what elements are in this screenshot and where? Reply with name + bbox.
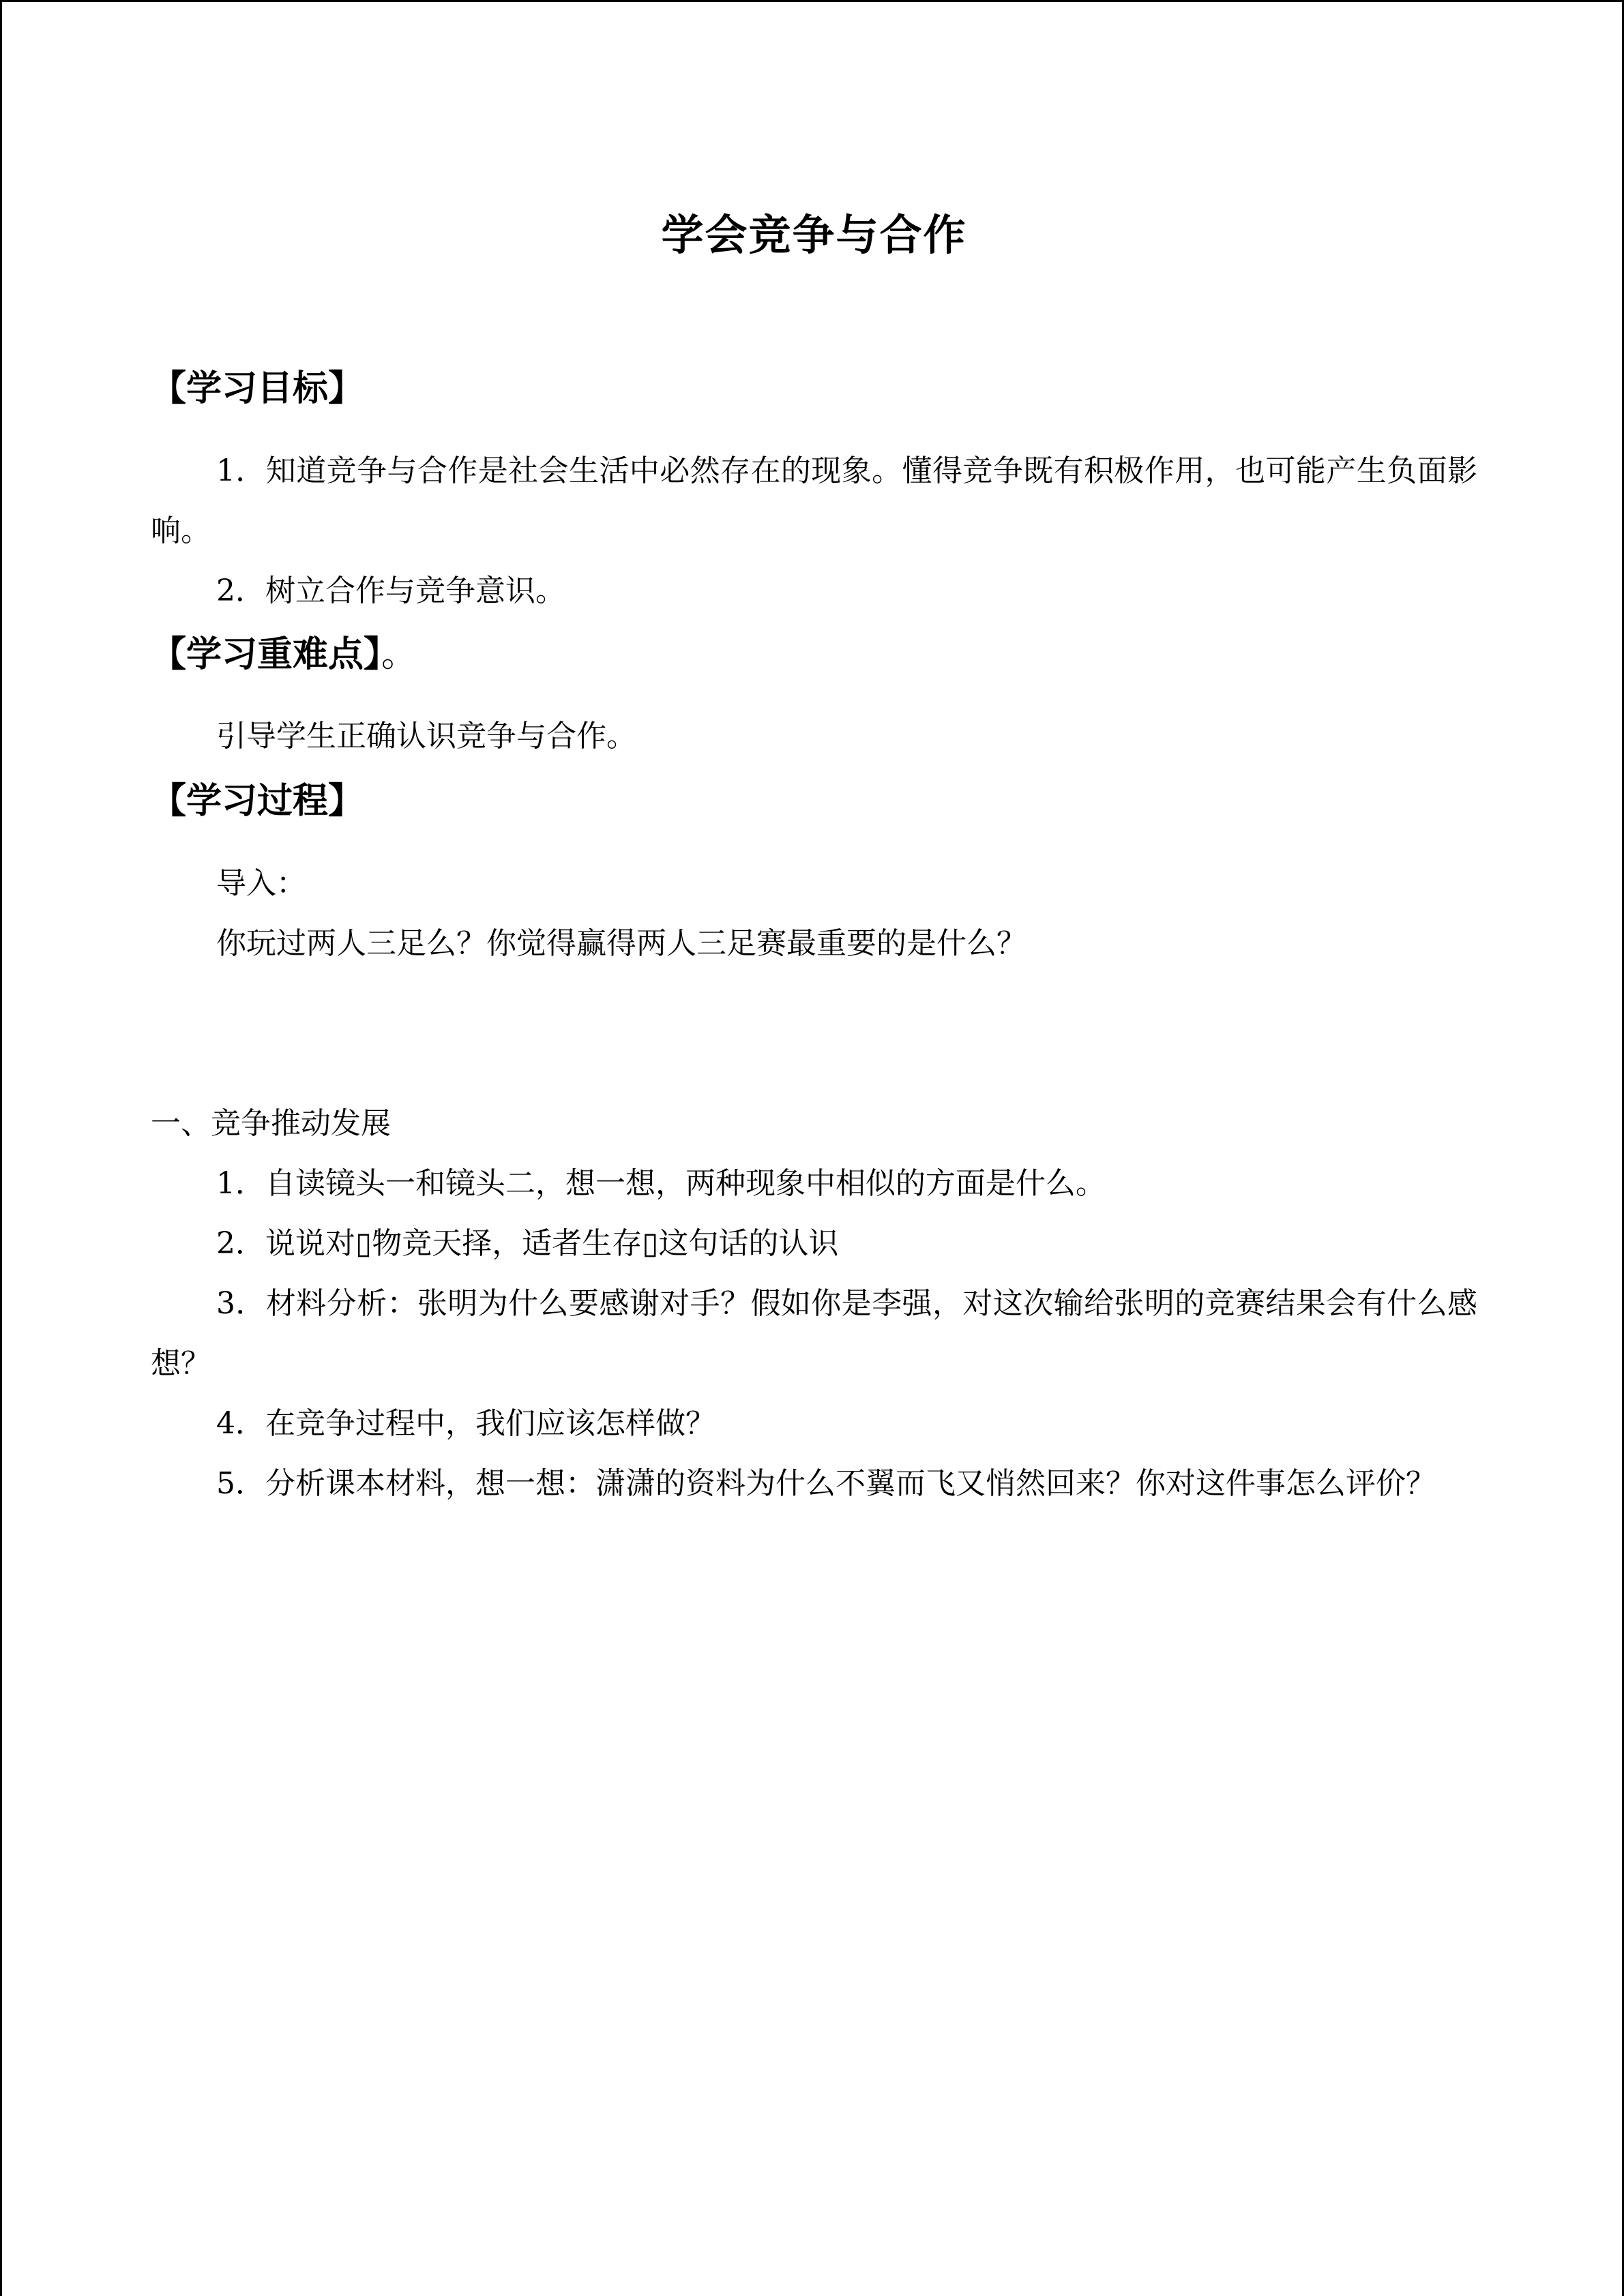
objective-item-2: 2．树立合作与竞争意识。 bbox=[216, 573, 565, 608]
part-one-item-5: 5．分析课本材料，想一想：潇潇的资料为什么不翼而飞又悄然回来？你对这件事怎么评价？ bbox=[216, 1466, 1436, 1501]
key-points-text: 引导学生正确认识竞争与合作。 bbox=[216, 719, 636, 754]
intro-label: 导入： bbox=[216, 866, 306, 901]
part-one-item-3: 3．材料分析：张明为什么要感谢对手？假如你是李强，对这次输给张明的竞赛结果会有什么感想？ bbox=[151, 1286, 1477, 1381]
key-points-heading-text: 【学习重难点】 bbox=[151, 634, 382, 675]
part-one-item-4: 4．在竞争过程中，我们应该怎样做？ bbox=[216, 1406, 715, 1441]
intro-question: 你玩过两人三足么？你觉得赢得两人三足赛最重要的是什么？ bbox=[216, 926, 1027, 961]
objective-item-1: 1．知道竞争与合作是社会生活中必然存在的现象。懂得竞争既有积极作用，也可能产生负面影响。 bbox=[151, 453, 1477, 548]
key-points-heading bbox=[151, 631, 417, 679]
objectives-heading: 【学习目标】 bbox=[151, 368, 364, 409]
part-one-heading: 一、竞争推动发展 bbox=[151, 1106, 391, 1141]
part-one-item-1: 1．自读镜头一和镜头二，想一想，两种现象中相似的方面是什么。 bbox=[216, 1166, 1106, 1201]
part-one-item-2: 2．说说对▯物竞天择，适者生存▯这句话的认识 bbox=[216, 1226, 839, 1261]
document-title: 学会竞争与合作 bbox=[661, 210, 967, 260]
process-heading: 【学习过程】 bbox=[151, 781, 364, 822]
key-points-heading-suffix: 。 bbox=[381, 634, 417, 675]
